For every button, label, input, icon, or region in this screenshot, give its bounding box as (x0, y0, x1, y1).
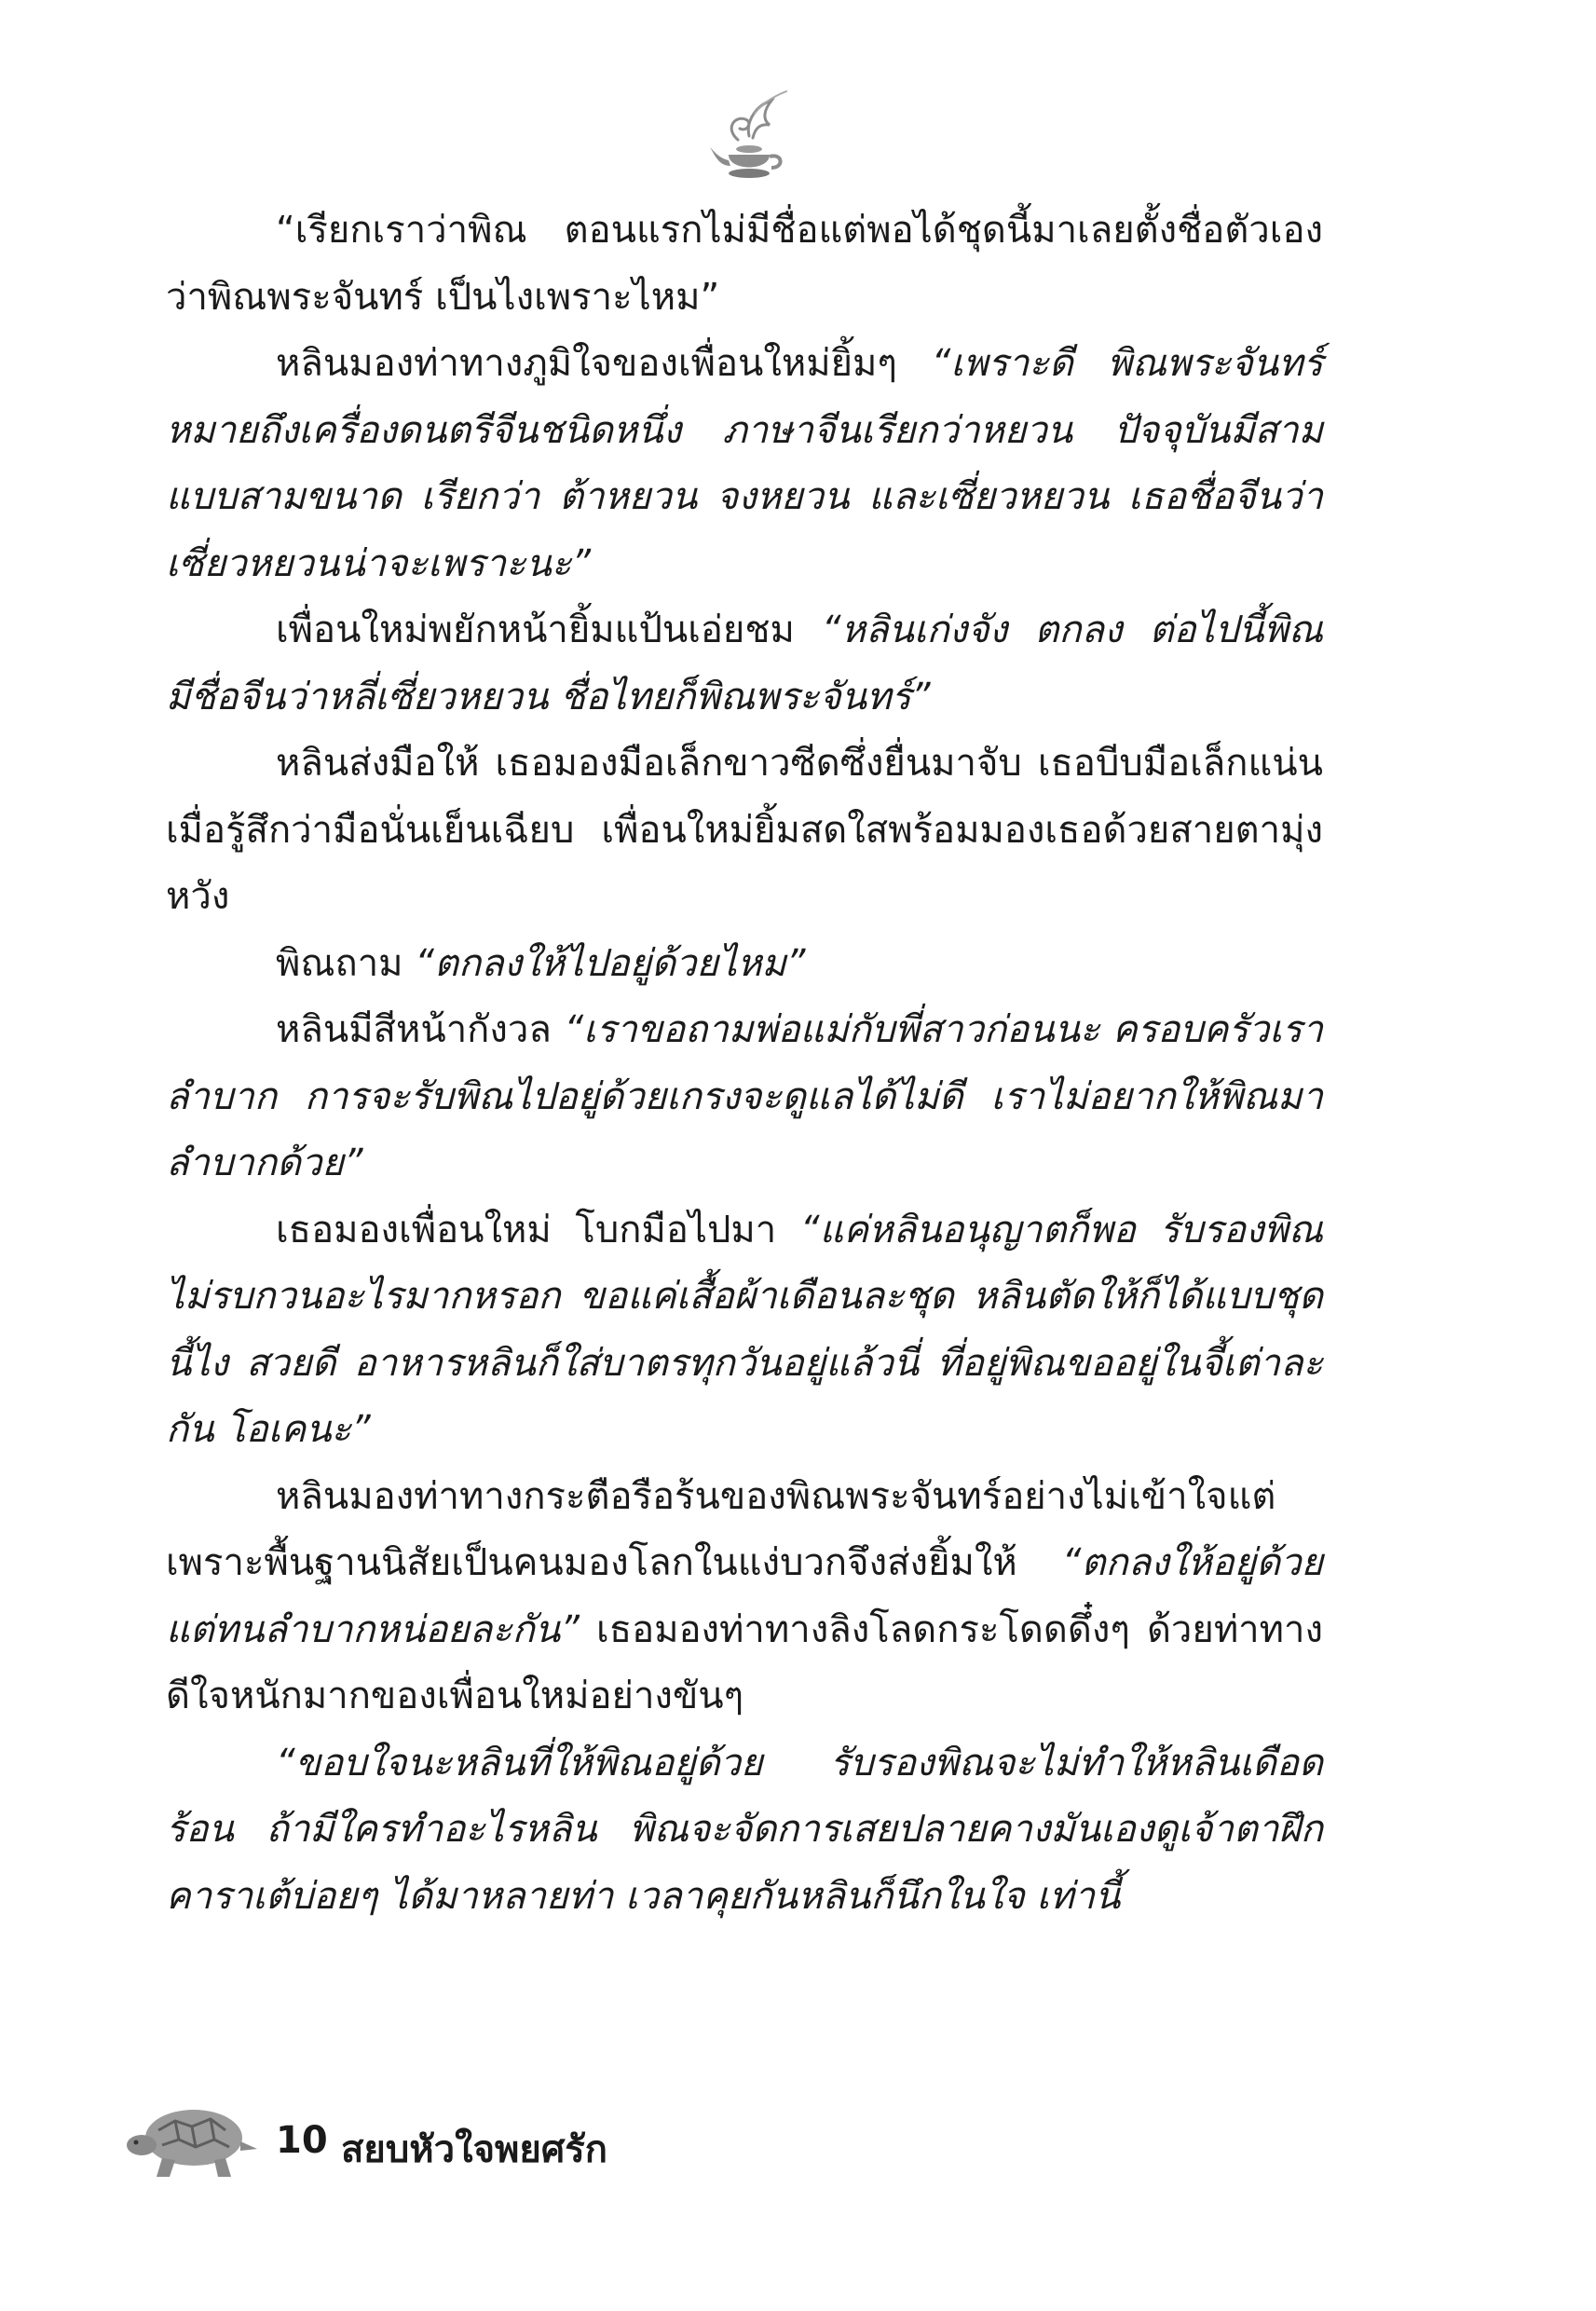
paragraph (166, 198, 1323, 331)
narration-text: เธอมองท่าทางลิงโลดกระโดดดึ๋งๆ ด้วยท่าทางดีใจหนักมากของเพื่อนใหม่อย่างขันๆ (166, 1607, 1323, 1717)
dialogue-text: “ตกลงให้อยู่ด้วยแต่ทนลำบากหน่อยละกัน” (166, 1541, 1323, 1651)
narration-text: หลินมองท่าทางภูมิใจของเพื่อนใหม่ยิ้มๆ (276, 342, 932, 385)
page-footer (121, 2093, 866, 2195)
paragraph (166, 731, 1323, 931)
paragraph (166, 1730, 1323, 1931)
dialogue-text: “ขอบใจนะหลินที่ให้พิณอยู่ด้วย รับรองพิณจะไม่ทำให้หลินเดือดร้อน ถ้ามีใครทำอะไรหลิน พิณจะจัดการเสยปลายคางมันเองดูเจ้าตาฝึกคาราเต้บ่อยๆ ได้มาหลายท่า เวลาคุยกันหลินก็นึกในใจ เท่านี้ (166, 1741, 1323, 1918)
turtle-icon (121, 2093, 261, 2186)
dialogue-text: “แค่หลินอนุญาตก็พอ รับรองพิณไม่รบกวนอะไรมากหรอก ขอแค่เสื้อผ้าเดือนละชุด หลินตัดให้ก็ได้แบบชุดนี้ไง สวยดี อาหารหลินก็ใส่บาตรทุกวันอยู่แล้วนี่ ที่อยู่พิณขออยู่ในจี้เต่าละกัน โอเคนะ” (166, 1208, 1323, 1451)
page-number: 10 (276, 2119, 328, 2162)
book-title: สยบหัวใจพยศรัก (341, 2128, 607, 2171)
narration-text: หลินมองท่าทางกระตือรือร้นของพิณพระจันทร์อย่างไม่เข้าใจแต่เพราะพื้นฐานนิสัยเป็นคนมองโลกในแง่บวกจึงส่งยิ้มให้ (166, 1474, 1276, 1584)
body-text (166, 198, 1323, 1930)
teapot-ornament-icon (697, 82, 801, 186)
paragraph (166, 331, 1323, 597)
dialogue-text: “เราขอถามพ่อแม่กับพี่สาวก่อนนะ ครอบครัวเราลำบาก การจะรับพิณไปอยู่ด้วยเกรงจะดูแลได้ไม่ดี เราไม่อยากให้พิณมาลำบากด้วย” (166, 1008, 1323, 1184)
narration-text: เธอมองเพื่อนใหม่ โบกมือไปมา (276, 1208, 800, 1251)
dialogue-text: “เพราะดี พิณพระจันทร์หมายถึงเครื่องดนตรีจีนชนิดหนึ่ง ภาษาจีนเรียกว่าหยวน ปัจจุบันมีสามแบบสามขนาด เรียกว่า ต้าหยวน จงหยวน และเซี่ยวหยวน เธอชื่อจีนว่าเซี่ยวหยวนน่าจะเพราะนะ” (166, 342, 1323, 585)
narration-text: “เรียกเราว่าพิณ ตอนแรกไม่มีชื่อแต่พอได้ชุดนี้มาเลยตั้งชื่อตัวเองว่าพิณพระจันทร์ เป็นไงเพราะไหม” (166, 209, 1323, 319)
dialogue-text: “หลินเก่งจัง ตกลง ต่อไปนี้พิณมีชื่อจีนว่าหลี่เซี่ยวหยวน ชื่อไทยก็พิณพระจันทร์” (166, 609, 1323, 718)
narration-text: หลินมีสีหน้ากังวล (276, 1008, 565, 1051)
narration-text: เพื่อนใหม่พยักหน้ายิ้มแป้นเอ่ยชม (276, 609, 822, 651)
paragraph (166, 1464, 1323, 1730)
narration-text: หลินส่งมือให้ เธอมองมือเล็กขาวซีดซึ่งยื่นมาจับ เธอบีบมือเล็กแน่นเมื่อรู้สึกว่ามือนั่นเย็นเฉียบ เพื่อนใหม่ยิ้มสดใสพร้อมมองเธอด้วยสายตามุ่งหวัง (166, 742, 1323, 918)
paragraph (166, 1197, 1323, 1464)
paragraph (166, 597, 1323, 731)
dialogue-text: “ตกลงให้ไปอยู่ด้วยไหม” (415, 941, 806, 985)
narration-text: พิณถาม (276, 941, 416, 985)
paragraph (166, 997, 1323, 1197)
paragraph (166, 931, 1323, 998)
